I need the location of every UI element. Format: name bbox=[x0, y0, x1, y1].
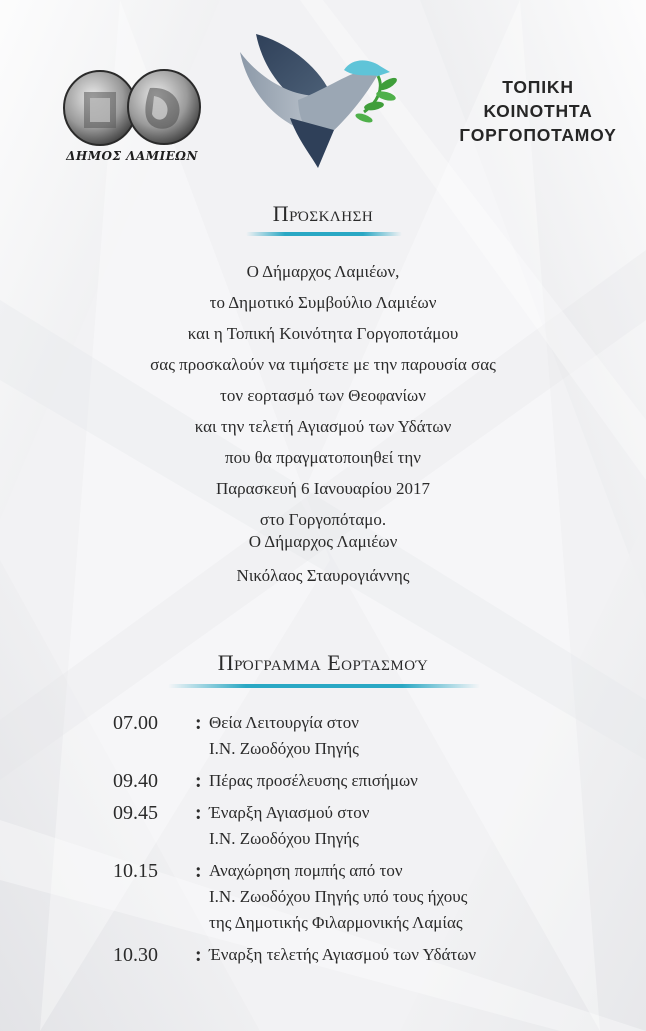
community-line-3: ΓΟΡΓΟΠΟΤΑΜΟΥ bbox=[459, 125, 617, 145]
invitation-line: και η Τοπική Κοινότητα Γοργοποτάμου bbox=[187, 324, 459, 343]
signature-name: Νικόλαος Σταυρογιάννης bbox=[236, 566, 410, 585]
title-underline bbox=[246, 232, 402, 236]
time-separator: : bbox=[195, 712, 202, 734]
program-description-line: της Δημοτικής Φιλαρμονικής Λαμίας bbox=[209, 913, 463, 932]
program-time: 10.15 bbox=[113, 860, 158, 882]
invitation-line: Παρασκευή 6 Ιανουαρίου 2017 bbox=[215, 479, 431, 498]
invitation-text bbox=[0, 256, 646, 535]
invitation-line: το Δημοτικό Συμβούλιο Λαμιέων bbox=[209, 293, 437, 312]
dove-logo bbox=[238, 30, 410, 172]
program-item bbox=[113, 942, 593, 968]
time-separator: : bbox=[195, 802, 202, 824]
community-line-2: ΚΟΙΝΟΤΗΤΑ bbox=[483, 101, 593, 121]
program-item bbox=[113, 710, 593, 762]
program-description-line: Πέρας προσέλευσης επισήμων bbox=[209, 771, 418, 790]
program-time: 09.40 bbox=[113, 770, 158, 792]
municipality-logo-text: ΔΗΜΟΣ ΛΑΜΙΕΩΝ bbox=[66, 149, 198, 163]
program-description-line: Αναχώρηση πομπής από τον bbox=[209, 861, 403, 880]
invitation-title: Πρόσκληση bbox=[272, 201, 374, 226]
program-description-line: Έναρξη τελετής Αγιασμού των Υδάτων bbox=[209, 945, 477, 964]
time-separator: : bbox=[195, 770, 202, 792]
program-description-line: Έναρξη Αγιασμού στον bbox=[209, 803, 370, 822]
time-separator: : bbox=[195, 944, 202, 966]
program-title: Πρόγραμμα Εορτασμού bbox=[217, 650, 429, 675]
invitation-line: και την τελετή Αγιασμού των Υδάτων bbox=[194, 417, 452, 436]
program-item bbox=[113, 858, 593, 936]
invitation-line: στο Γοργοπόταμο. bbox=[259, 510, 387, 529]
program-time: 07.00 bbox=[113, 712, 158, 734]
program-description-line: Ι.Ν. Ζωοδόχου Πηγής bbox=[209, 829, 359, 848]
invitation-line: τον εορτασμό των Θεοφανίων bbox=[220, 386, 426, 405]
program-description bbox=[209, 858, 593, 936]
municipality-coin-logo bbox=[62, 68, 202, 146]
time-separator: : bbox=[195, 860, 202, 882]
invitation-line: σας προσκαλούν να τιμήσετε με την παρουσία σας bbox=[150, 355, 496, 374]
program-description-line: Ι.Ν. Ζωοδόχου Πηγής υπό τους ήχους bbox=[209, 887, 468, 906]
program-description bbox=[209, 710, 593, 762]
program-time: 10.30 bbox=[113, 944, 158, 966]
community-line-1: ΤΟΠΙΚΗ bbox=[502, 77, 574, 97]
invitation-line: Ο Δήμαρχος Λαμιέων, bbox=[246, 262, 400, 281]
program-title-underline bbox=[168, 684, 480, 688]
signature-title: Ο Δήμαρχος Λαμιέων bbox=[248, 532, 398, 551]
program-description bbox=[209, 768, 593, 794]
program-item bbox=[113, 768, 593, 794]
community-title bbox=[448, 75, 628, 147]
program-description-line: Θεία Λειτουργία στον bbox=[209, 713, 359, 732]
program-schedule bbox=[113, 710, 593, 974]
program-description bbox=[209, 800, 593, 852]
program-time: 09.45 bbox=[113, 802, 158, 824]
program-description-line: Ι.Ν. Ζωοδόχου Πηγής bbox=[209, 739, 359, 758]
program-description bbox=[209, 942, 593, 968]
invitation-line: που θα πραγματοποιηθεί την bbox=[225, 448, 421, 467]
program-item bbox=[113, 800, 593, 852]
